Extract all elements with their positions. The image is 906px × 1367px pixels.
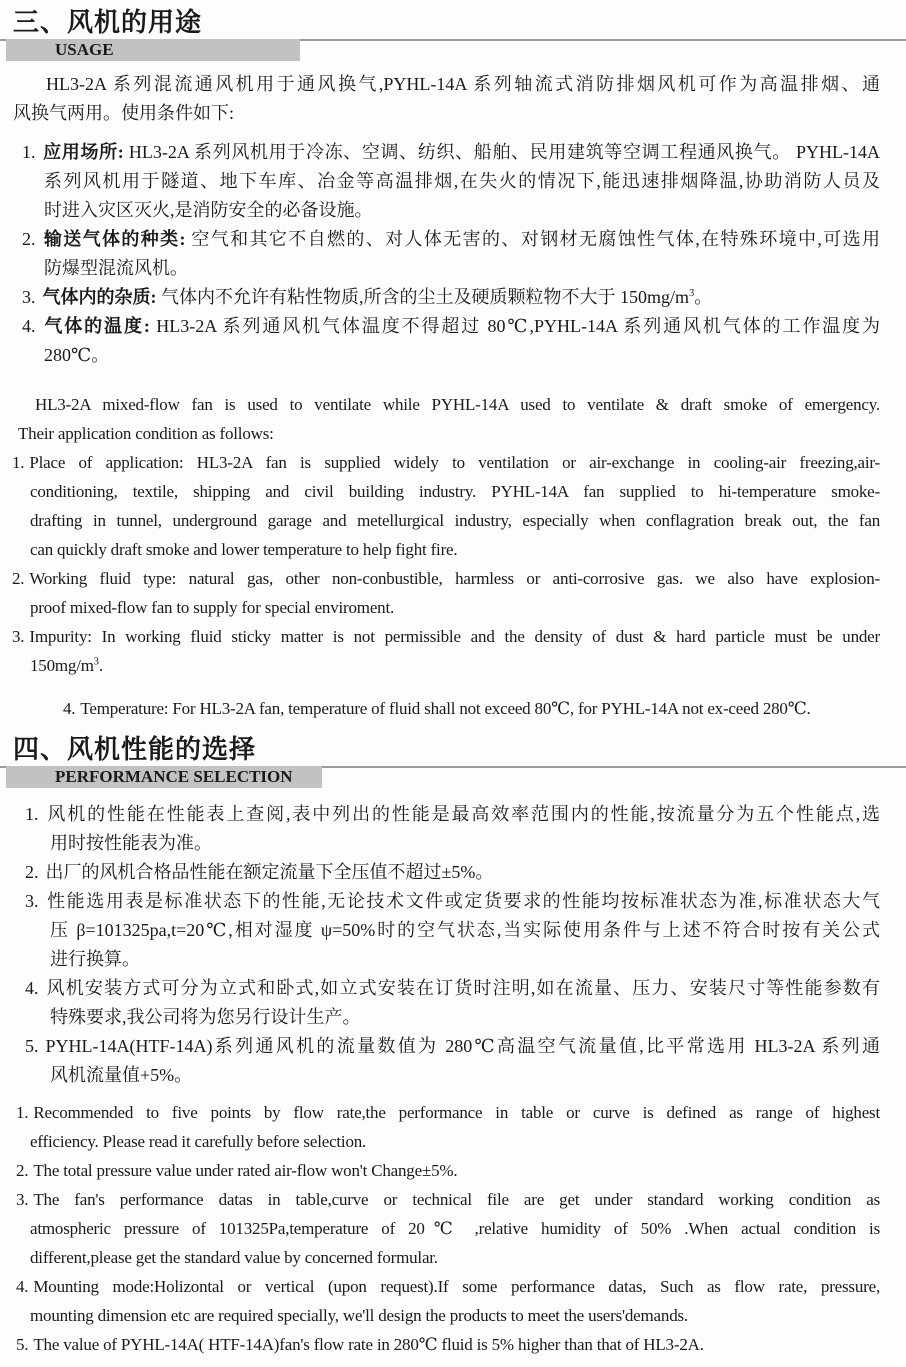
en-list-item-1-line-2: conditioning, textile, shipping and civil building industry. PYHL-14A fan supplied to hi-temperature smoke- [30,482,880,501]
list-item-number: 2. [22,229,36,249]
en-intro-line-1: HL3-2A mixed-flow fan is used to ventilate while PYHL-14A used to ventilate & draft smoke of emergency. [35,395,880,414]
manual-page [0,8,906,1367]
cn-intro-line-1: HL3-2A 系列混流通风机用于通风换气,PYHL-14A 系列轴流式消防排烟风机可作为高温排烟、通 [46,74,880,94]
usage-tag-label: USAGE [55,40,114,59]
cn-perf-item-5-line-2: 风机流量值+5%。 [50,1065,193,1085]
list-item-label: 输送气体的种类: [42,229,186,249]
list-item-number: 5. [25,1036,39,1056]
cn-intro-line-2: 风换气两用。使用条件如下: [13,103,234,123]
en-intro-line-2: Their application condition as follows: [18,424,274,443]
en-performance-list [0,1098,906,1359]
cn-usage-intro [0,70,906,128]
usage-band [0,39,906,61]
en-perf-item-2-line-1 [0,1156,906,1185]
impurity-value: 150mg/m [30,656,94,675]
list-item-number: 4. [63,699,76,718]
list-item-number: 4. [16,1277,29,1296]
document-page [0,8,906,1367]
list-item-number: 1. [25,804,39,824]
list-item-label: 气体内的杂质: [42,287,157,307]
cn-perf-item-4-line-1 [0,974,906,1003]
en-list-item-1-line-1 [0,448,906,477]
performance-gray-bar [6,766,322,788]
en-perf-item-5-line-1 [0,1330,906,1359]
performance-tag-label: PERFORMANCE SELECTION [55,767,293,786]
list-item-text: The fan's performance datas in table,curve or technical file are get under standard working condition as [33,1190,880,1209]
cn-list-item-1-line-2: 系列风机用于隧道、地下车库、冶金等高温排烟,在失火的情况下,能迅速排烟降温,协助消防人员及 [44,171,880,191]
list-item-number: 2. [12,569,25,588]
cn-perf-item-3-line-1 [0,887,906,916]
en-usage-block [0,390,906,723]
list-item-number: 1. [12,453,25,472]
list-item-number: 5. [16,1335,29,1354]
list-item-number: 3. [22,287,36,307]
section-usage-heading: 三、风机的用途 [13,7,203,37]
list-item-text: 出厂的风机合格品性能在额定流量下全压值不超过±5%。 [45,862,494,882]
en-perf-item-1-line-2: efficiency. Please read it carefully before selection. [30,1132,367,1151]
en-perf-item-4-line-1 [0,1272,906,1301]
list-item-number: 3. [25,891,39,911]
list-item-text: Working fluid type: natural gas, other non-conbustible, harmless or anti-corrosive gas. we also have explosion- [29,569,880,588]
list-item-label: 应用场所: [42,142,124,162]
list-item-text-end: 。 [694,287,713,307]
en-perf-item-3-line-2: atmospheric pressure of 101325Pa,temperature of 20℃ ,relative humidity of 50% .When actual condition is [30,1219,880,1238]
list-item-text: 风机安装方式可分为立式和卧式,如立式安装在订货时注明,如在流量、压力、安装尺寸等性能参数有 [45,978,880,998]
en-perf-item-3-line-3: different,please get the standard value by concerned formular. [30,1248,438,1267]
usage-gray-bar [6,39,300,61]
performance-band [0,766,906,788]
cn-usage-list [0,138,906,370]
cn-performance-list [0,800,906,1090]
cn-list-item-2-line-1 [0,225,906,254]
cn-perf-item-3-line-3: 进行换算。 [50,949,140,969]
section-performance-heading: 四、风机性能的选择 [13,734,257,764]
list-item-label: 气体的温度: [42,316,150,336]
list-item-number: 4. [25,978,39,998]
en-list-item-3-line-2 [0,651,906,680]
list-item-number: 4. [22,316,36,336]
cn-list-item-4-line-2: 280℃。 [44,345,110,365]
en-list-item-2-line-1 [0,564,906,593]
superscript-3: 3 [93,656,99,668]
en-list-item-1-line-4: can quickly draft smoke and lower temperature to help fight fire. [30,540,458,559]
list-item-text: HL3-2A 系列通风机气体温度不得超过 80℃,PYHL-14A 系列通风机气体的工作温度为 [149,316,880,336]
impurity-value-end: . [98,656,103,675]
cn-perf-item-4-line-2: 特殊要求,我公司将为您另行设计生产。 [50,1007,361,1027]
list-item-text: Place of application: HL3-2A fan is supplied widely to ventilation or air-exchange in cooling-air freezing,air- [29,453,880,472]
list-item-text: PYHL-14A(HTF-14A)系列通风机的流量数值为 280℃高温空气流量值,比平常选用 HL3-2A 系列通 [45,1036,880,1056]
list-item-text: 气体内不允许有粘性物质,所含的尘土及硬质颗粒物不大于 150mg/m [156,287,690,307]
en-perf-item-4-line-2: mounting dimension etc are required specially, we'll design the products to meet the users'demands. [30,1306,688,1325]
list-item-text: 风机的性能在性能表上查阅,表中列出的性能是最高效率范围内的性能,按流量分为五个性能点,选 [45,804,880,824]
list-item-text: Impurity: In working fluid sticky matter is not permissible and the density of dust & hard particle must be under [29,627,880,646]
cn-list-item-1-line-1 [0,138,906,167]
list-item-number: 3. [12,627,25,646]
en-list-item-1-line-3: drafting in tunnel, underground garage and metellurgical industry, especially when conflagration break out, the fan [30,511,880,530]
cn-list-item-2-line-2: 防爆型混流风机。 [44,258,188,278]
list-item-number: 3. [16,1190,29,1209]
en-perf-item-1-line-1 [0,1098,906,1127]
en-perf-item-3-line-1 [0,1185,906,1214]
cn-perf-item-1-line-1 [0,800,906,829]
list-item-text: 性能选用表是标准状态下的性能,无论技术文件或定货要求的性能均按标准状态为准,标准状态大气 [45,891,880,911]
list-item-number: 2. [25,862,39,882]
cn-perf-item-3-line-2: 压 β=101325pa,t=20℃,相对湿度 ψ=50%时的空气状态,当实际使用条件与上述不符合时按有关公式 [50,920,880,940]
cn-list-item-4-line-1 [0,312,906,341]
en-list-item-2-line-2: proof mixed-flow fan to supply for special enviroment. [30,598,395,617]
list-item-text: The value of PYHL-14A( HTF-14A)fan's flow rate in 280℃ fluid is 5% higher than that of HL3-2A. [33,1335,704,1354]
list-item-text: Mounting mode:Holizontal or vertical (upon request).If some performance datas, Such as flow rate, pressure, [33,1277,880,1296]
list-item-number: 2. [16,1161,29,1180]
list-item-text: The total pressure value under rated air-flow won't Change±5%. [33,1161,458,1180]
list-item-text: Recommended to five points by flow rate,the performance in table or curve is defined as range of highest [33,1103,880,1122]
en-list-item-3-line-1 [0,622,906,651]
list-item-text: 空气和其它不自燃的、对人体无害的、对钢材无腐蚀性气体,在特殊环境中,可选用 [185,229,880,249]
list-item-text: Temperature: For HL3-2A fan, temperature of fluid shall not exceed 80℃, for PYHL-14A not ex-ceed 280℃. [80,699,811,718]
list-item-number: 1. [16,1103,29,1122]
list-item-text: HL3-2A 系列风机用于冷冻、空调、纺织、船舶、民用建筑等空调工程通风换气。 PYHL-14A [123,142,880,162]
en-list-item-4-line-1 [0,694,906,723]
superscript-3: 3 [689,288,695,299]
cn-perf-item-1-line-2: 用时按性能表为准。 [50,833,212,853]
list-item-number: 1. [22,142,36,162]
cn-perf-item-2-line-1 [0,858,906,887]
cn-perf-item-5-line-1 [0,1032,906,1061]
cn-list-item-1-line-3: 时进入灾区灭火,是消防安全的必备设施。 [44,200,373,220]
cn-list-item-3-line-1 [0,283,906,312]
